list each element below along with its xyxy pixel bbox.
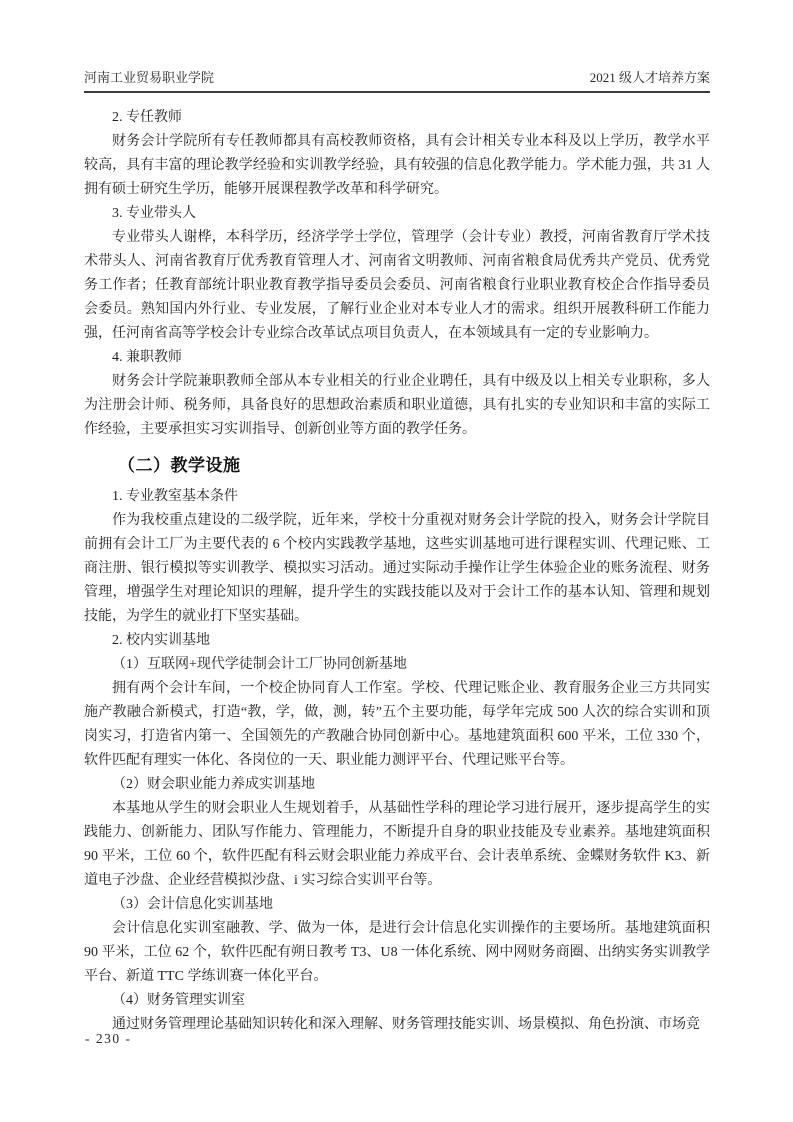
list-item-heading: 2. 校内实训基地 [112, 633, 210, 648]
body-paragraph: 拥有两个会计车间，一个校企协同育人工作室。学校、代理记账企业、教育服务企业三方共同实施产教融合新模式，打造“教，学，做，测，转”五个主要功能，每学年完成 500 人次的综合实训和顶岗实习，打造省内第一、全国领先的产教融合协同创新中心。基地建筑面积 600 平米，工位 330 个，软件匹配有理实一体化、各岗位的一天、职业能力测评平台、代理记账平台等。 [84, 681, 710, 768]
list-item-heading: （3）会计信息化实训基地 [112, 897, 273, 912]
section-heading: （二）教学设施 [118, 456, 241, 475]
body-paragraph: 会计信息化实训室融教、学、做为一体，是进行会计信息化实训操作的主要场所。基地建筑面积 90 平米，工位 62 个，软件匹配有朔日教考 T3、U8 一体化系统、网中网财务商圈、出纳实务实训教学平台、新道 TTC 学练训赛一体化平台。 [84, 921, 710, 984]
body-paragraph: 作为我校重点建设的二级学院，近年来，学校十分重视对财务会计学院的投入，财务会计学院目前拥有会计工厂为主要代表的 6 个校内实践教学基地，这些实训基地可进行课程实训、代理记账、工商注册、银行模拟等实训教学、模拟实习活动。通过实际动手操作让学生体验企业的账务流程、财务管理，增强学生对理论知识的理解，提升学生的实践技能以及对于会计工作的基本认知、管理和规划技能，为学生的就业打下坚实基础。 [84, 513, 710, 624]
list-item-heading: 4. 兼职教师 [112, 350, 182, 365]
list-item-heading: （1）互联网+现代学徒制会计工厂协同创新基地 [112, 657, 407, 672]
body-paragraph: 本基地从学生的财会职业人生规划着手，从基础性学科的理论学习进行展开，逐步提高学生的实践能力、创新能力、团队写作能力、管理能力，不断提升自身的职业技能及专业素养。基地建筑面积 90 平米，工位 60 个，软件匹配有科云财会职业能力养成平台、会计表单系统、金蝶财务软件 K3、新道电子沙盘、企业经营模拟沙盘、i 实习综合实训平台等。 [84, 801, 710, 888]
list-item-heading: （4）财务管理实训室 [112, 993, 245, 1008]
header-school-name: 河南工业贸易职业学院 [84, 70, 215, 85]
page-header [84, 70, 710, 93]
page-number: - 230 - [85, 1031, 132, 1046]
list-item-heading: 3. 专业带头人 [112, 206, 196, 221]
document-body [84, 106, 710, 1037]
body-paragraph: 财务会计学院兼职教师全部从本专业相关的行业企业聘任，具有中级及以上相关专业职称，多人为注册会计师、税务师，具备良好的思想政治素质和职业道德，具有扎实的专业知识和丰富的实际工作经验，主要承担实习实训指导、创新创业等方面的教学任务。 [84, 374, 710, 437]
body-paragraph: 专业带头人谢桦，本科学历，经济学学士学位，管理学（会计专业）教授，河南省教育厅学术技术带头人、河南省教育厅优秀教育管理人才、河南省文明教师、河南省粮食局优秀共产党员、优秀党务工作者；任教育部统计职业教育教学指导委员会委员、河南省粮食行业职业教育校企合作指导委员会委员。熟知国内外行业、专业发展，了解行业企业对本专业人才的需求。组织开展教科研工作能力强，任河南省高等学校会计专业综合改革试点项目负责人，在本领域具有一定的专业影响力。 [84, 230, 710, 341]
body-paragraph: 财务会计学院所有专任教师都具有高校教师资格，具有会计相关专业本科及以上学历，教学水平较高，具有丰富的理论教学经验和实训教学经验，具有较强的信息化教学能力。学术能力强，共 31 人拥有硕士研究生学历，能够开展课程教学改革和科学研究。 [84, 134, 710, 197]
header-doc-title: 2021 级人才培养方案 [589, 70, 710, 85]
list-item-heading: （2）财会职业能力养成实训基地 [112, 777, 315, 792]
list-item-heading: 1. 专业教室基本条件 [112, 489, 238, 504]
body-paragraph: 通过财务管理理论基础知识转化和深入理解、财务管理技能实训、场景模拟、角色扮演、市场竞 [112, 1017, 700, 1032]
list-item-heading: 2. 专任教师 [112, 110, 182, 125]
